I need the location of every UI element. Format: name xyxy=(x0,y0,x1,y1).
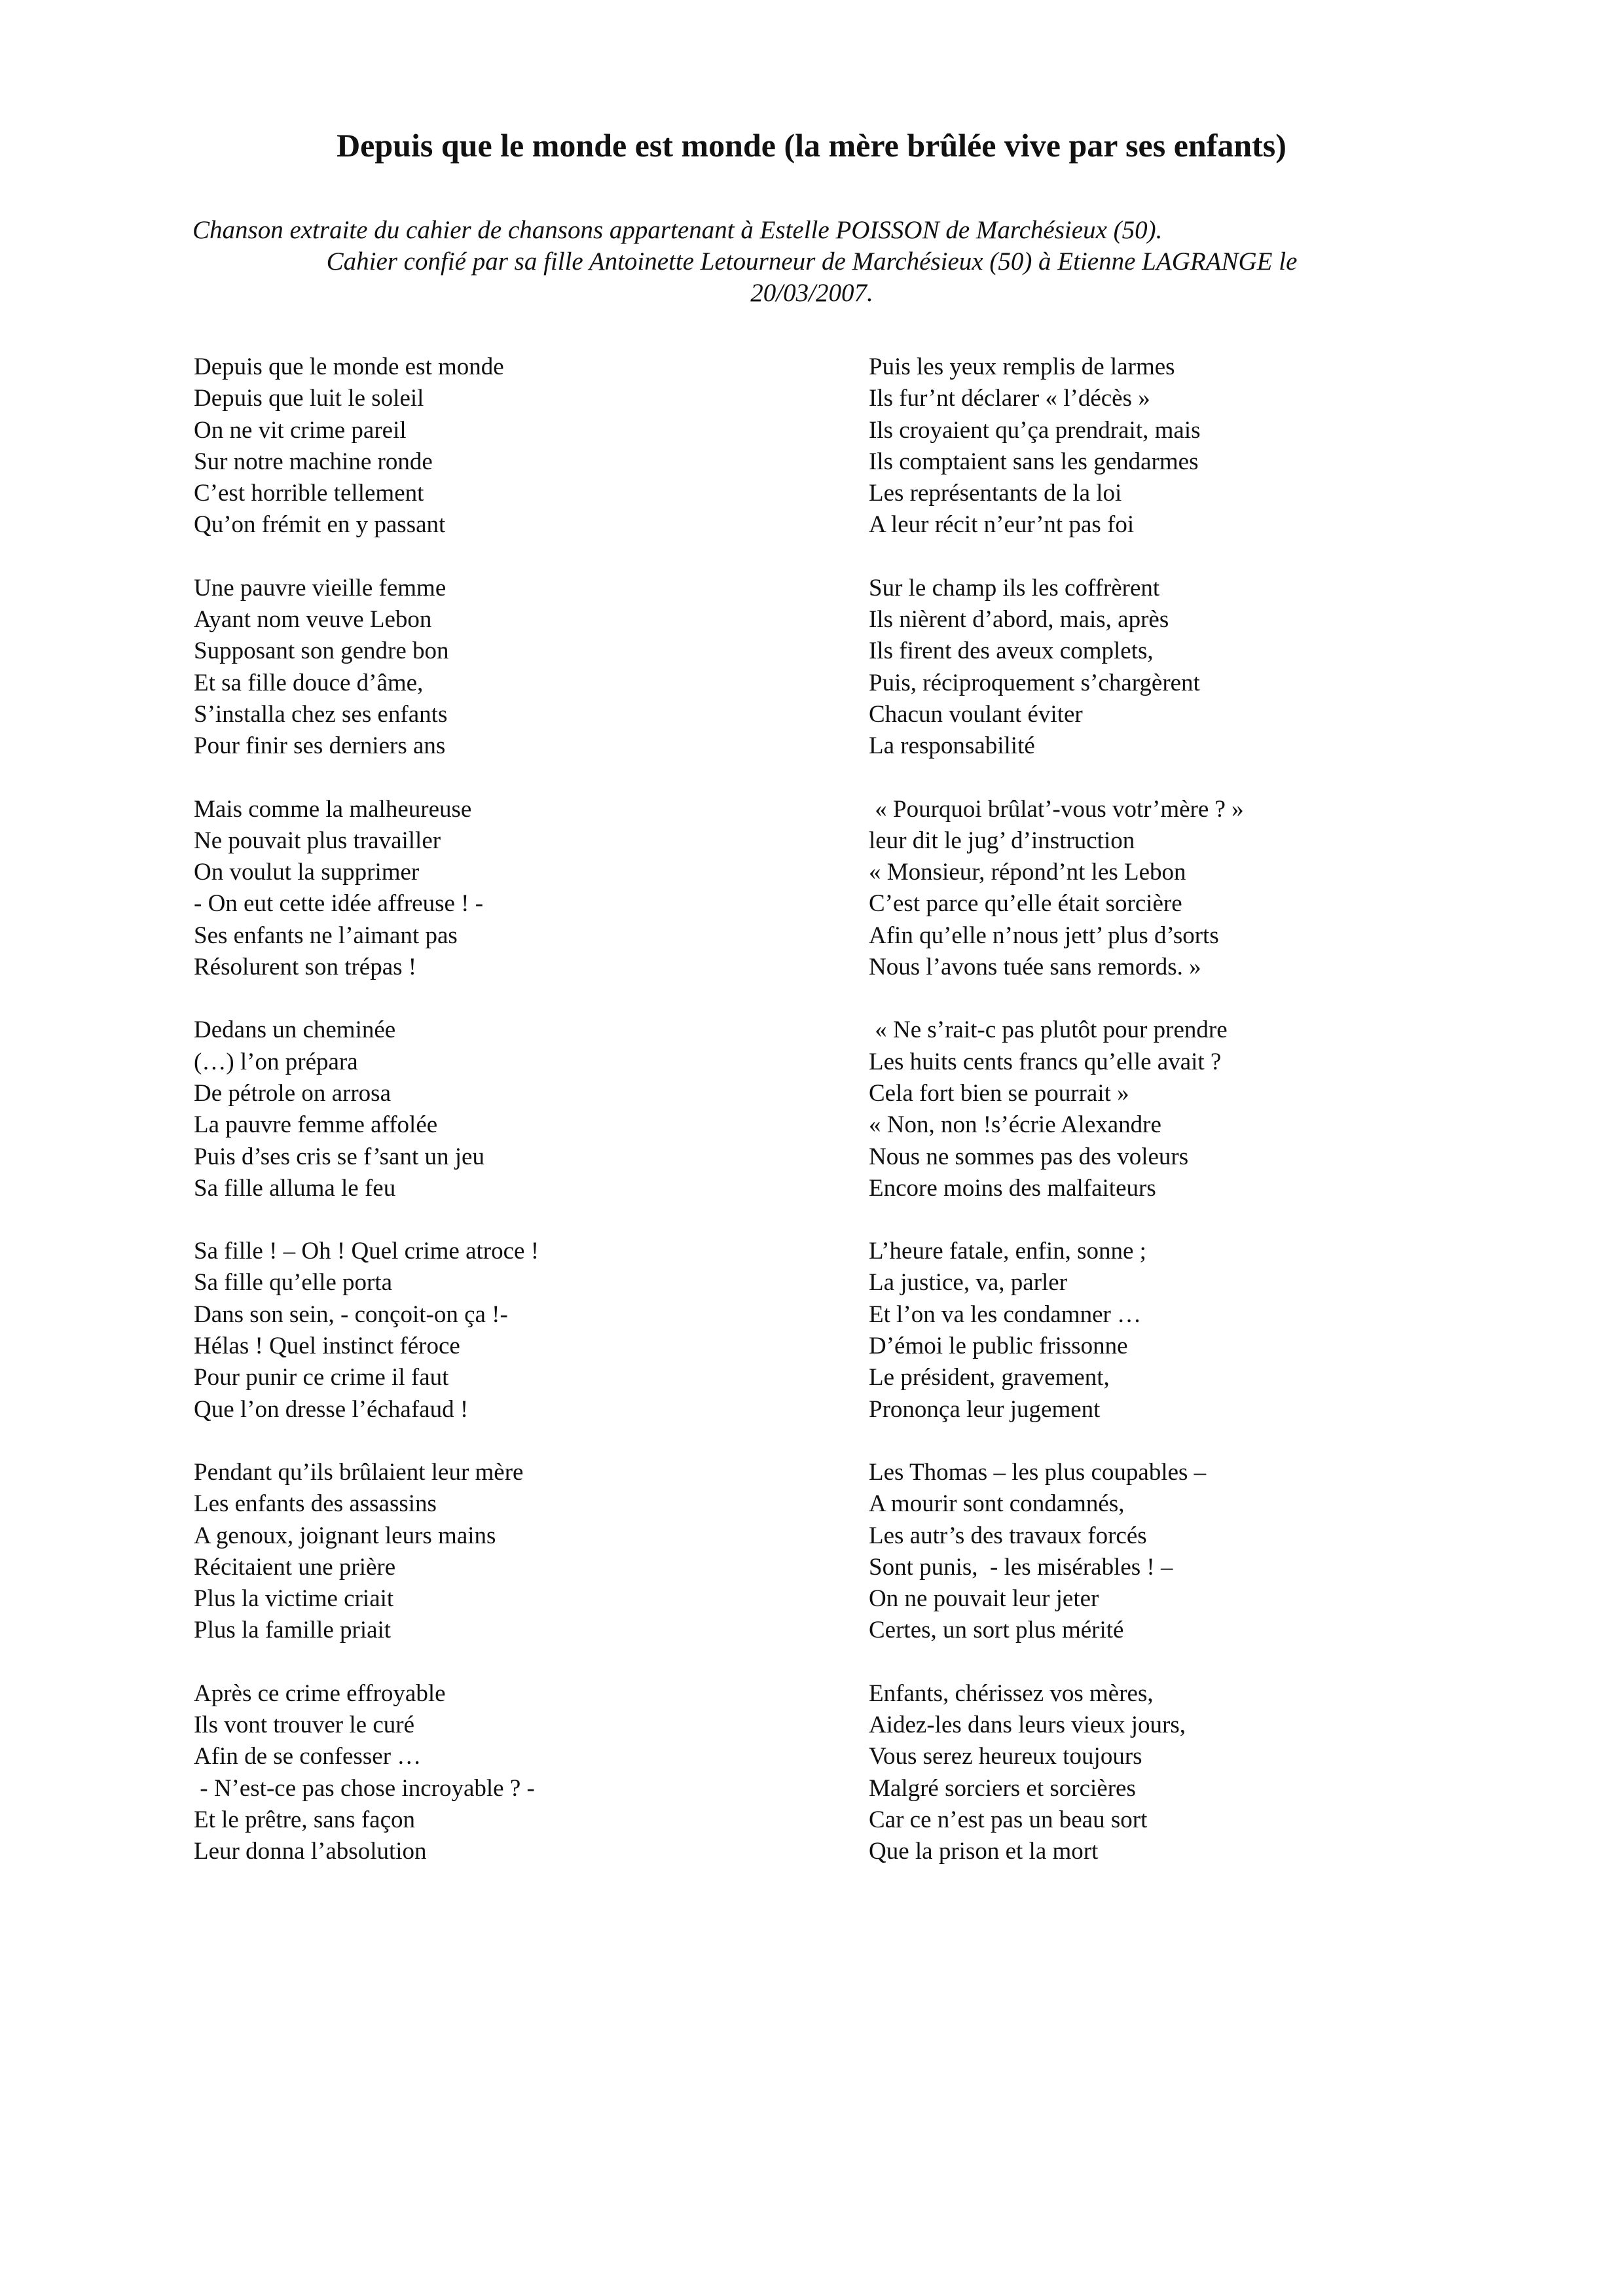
verse-line: La responsabilité xyxy=(869,732,1035,760)
verse-line: Résolurent son trépas ! xyxy=(194,954,417,981)
verse-line: Car ce n’est pas un beau sort xyxy=(869,1806,1148,1833)
stanza xyxy=(869,1236,1458,1426)
verse-line: Nous l’avons tuée sans remords. » xyxy=(869,954,1201,981)
song-source-note xyxy=(183,215,1440,309)
verse-line: « Pourquoi brûlat’-vous votr’mère ? » xyxy=(869,795,1244,823)
stanza xyxy=(194,1014,783,1204)
stanza xyxy=(869,573,1458,762)
verse-line: Que l’on dresse l’échafaud ! xyxy=(194,1395,469,1423)
verse-line: Les autr’s des travaux forcés xyxy=(869,1522,1147,1549)
verse-line: Ils vont trouver le curé xyxy=(194,1711,414,1738)
verse-line: Nous ne sommes pas des voleurs xyxy=(869,1143,1189,1170)
verse-line: Encore moins des malfaiteurs xyxy=(869,1174,1156,1202)
verse-line: Hélas ! Quel instinct féroce xyxy=(194,1333,460,1360)
verse-line: L’heure fatale, enfin, sonne ; xyxy=(869,1238,1146,1265)
verse-line: Afin de se confesser … xyxy=(194,1743,422,1770)
verse-line: Mais comme la malheureuse xyxy=(194,795,472,823)
verse-line: Récitaient une prière xyxy=(194,1553,396,1581)
lyrics-column-right xyxy=(869,351,1458,1899)
verse-line: « Non, non !s’écrie Alexandre xyxy=(869,1111,1161,1139)
stanza xyxy=(869,1014,1458,1204)
stanza xyxy=(869,1678,1458,1868)
stanza xyxy=(194,794,783,984)
verse-line: On ne pouvait leur jeter xyxy=(869,1585,1099,1613)
source-note-line: 20/03/2007. xyxy=(750,279,873,307)
verse-line: Ayant nom veuve Lebon xyxy=(194,606,432,634)
verse-line: Et le prêtre, sans façon xyxy=(194,1806,415,1833)
stanza xyxy=(869,1457,1458,1647)
verse-line: Afin qu’elle n’nous jett’ plus d’sorts xyxy=(869,922,1219,949)
verse-line: - On eut cette idée affreuse ! - xyxy=(194,890,484,918)
verse-line: Puis, réciproquement s’chargèrent xyxy=(869,669,1200,696)
stanza xyxy=(869,351,1458,541)
verse-line: Depuis que luit le soleil xyxy=(194,385,424,412)
verse-line: A leur récit n’eur’nt pas foi xyxy=(869,511,1135,539)
verse-line: Sa fille qu’elle porta xyxy=(194,1269,393,1297)
verse-line: Depuis que le monde est monde xyxy=(194,353,504,380)
verse-line: La pauvre femme affolée xyxy=(194,1111,438,1139)
verse-line: Sa fille alluma le feu xyxy=(194,1174,396,1202)
lyrics-column-left xyxy=(194,351,783,1899)
stanza xyxy=(194,1678,783,1868)
verse-line: leur dit le jug’ d’instruction xyxy=(869,827,1135,854)
verse-line: Sa fille ! – Oh ! Quel crime atroce ! xyxy=(194,1238,539,1265)
verse-line: Dans son sein, - conçoit-on ça !- xyxy=(194,1300,508,1328)
verse-line: Et l’on va les condamner … xyxy=(869,1300,1142,1328)
verse-line: La justice, va, parler xyxy=(869,1269,1068,1297)
verse-line: On voulut la supprimer xyxy=(194,859,420,886)
verse-line: Pour finir ses derniers ans xyxy=(194,732,446,760)
verse-line: Ils firent des aveux complets, xyxy=(869,637,1154,665)
verse-line: D’émoi le public frissonne xyxy=(869,1333,1128,1360)
verse-line: Ils comptaient sans les gendarmes xyxy=(869,448,1199,475)
verse-line: De pétrole on arrosa xyxy=(194,1079,392,1107)
verse-line: Sur le champ ils les coffrèrent xyxy=(869,574,1160,601)
verse-line: A mourir sont condamnés, xyxy=(869,1490,1125,1518)
verse-line: Une pauvre vieille femme xyxy=(194,574,447,601)
verse-line: Plus la victime criait xyxy=(194,1585,394,1613)
verse-line: - N’est-ce pas chose incroyable ? - xyxy=(194,1774,535,1802)
verse-line: S’installa chez ses enfants xyxy=(194,700,448,728)
source-note-line: Cahier confié par sa fille Antoinette Letourneur de Marchésieux (50) à Etienne LAGRANGE le xyxy=(326,247,1298,276)
verse-line: Leur donna l’absolution xyxy=(194,1838,427,1865)
verse-line: « Monsieur, répond’nt les Lebon xyxy=(869,859,1186,886)
verse-line: Les représentants de la loi xyxy=(869,480,1122,507)
stanza xyxy=(194,351,783,541)
stanza xyxy=(194,1457,783,1647)
verse-line: Les Thomas – les plus coupables – xyxy=(869,1458,1207,1486)
verse-line: Les huits cents francs qu’elle avait ? xyxy=(869,1048,1222,1075)
source-note-line: Chanson extraite du cahier de chansons appartenant à Estelle POISSON de Marchésieux (50). xyxy=(192,216,1163,244)
verse-line: Supposant son gendre bon xyxy=(194,637,449,665)
verse-line: « Ne s’rait-c pas plutôt pour prendre xyxy=(869,1016,1228,1044)
verse-line: Enfants, chérissez vos mères, xyxy=(869,1679,1154,1707)
verse-line: Ils fur’nt déclarer « l’décès » xyxy=(869,385,1150,412)
verse-line: Le président, gravement, xyxy=(869,1364,1110,1391)
verse-line: C’est parce qu’elle était sorcière xyxy=(869,890,1182,918)
verse-line: Ne pouvait plus travailler xyxy=(194,827,441,854)
verse-line: Dedans un cheminée xyxy=(194,1016,396,1044)
verse-line: Puis les yeux remplis de larmes xyxy=(869,353,1175,380)
verse-line: Pendant qu’ils brûlaient leur mère xyxy=(194,1458,524,1486)
verse-line: Sont punis, - les misérables ! – xyxy=(869,1553,1173,1581)
verse-line: Malgré sorciers et sorcières xyxy=(869,1774,1136,1802)
verse-line: Prononça leur jugement xyxy=(869,1395,1101,1423)
verse-line: Vous serez heureux toujours xyxy=(869,1743,1142,1770)
verse-line: Chacun voulant éviter xyxy=(869,700,1083,728)
verse-line: Après ce crime effroyable xyxy=(194,1679,446,1707)
verse-line: Ils nièrent d’abord, mais, après xyxy=(869,606,1169,634)
verse-line: (…) l’on prépara xyxy=(194,1048,358,1075)
verse-line: Les enfants des assassins xyxy=(194,1490,437,1518)
verse-line: Cela fort bien se pourrait » xyxy=(869,1079,1129,1107)
verse-line: Que la prison et la mort xyxy=(869,1838,1099,1865)
stanza xyxy=(194,1236,783,1426)
verse-line: A genoux, joignant leurs mains xyxy=(194,1522,496,1549)
verse-line: Pour punir ce crime il faut xyxy=(194,1364,449,1391)
verse-line: Aidez-les dans leurs vieux jours, xyxy=(869,1711,1186,1738)
verse-line: Ils croyaient qu’ça prendrait, mais xyxy=(869,416,1201,444)
verse-line: Certes, un sort plus mérité xyxy=(869,1617,1124,1644)
verse-line: Puis d’ses cris se f’sant un jeu xyxy=(194,1143,484,1170)
verse-line: On ne vit crime pareil xyxy=(194,416,407,444)
stanza xyxy=(194,573,783,762)
verse-line: Plus la famille priait xyxy=(194,1617,392,1644)
verse-line: Sur notre machine ronde xyxy=(194,448,433,475)
verse-line: Et sa fille douce d’âme, xyxy=(194,669,424,696)
verse-line: Ses enfants ne l’aimant pas xyxy=(194,922,458,949)
verse-line: Qu’on frémit en y passant xyxy=(194,511,446,539)
song-title: Depuis que le monde est monde (la mère brûlée vive par ses enfants) xyxy=(337,127,1286,164)
verse-line: C’est horrible tellement xyxy=(194,480,424,507)
stanza xyxy=(869,794,1458,984)
